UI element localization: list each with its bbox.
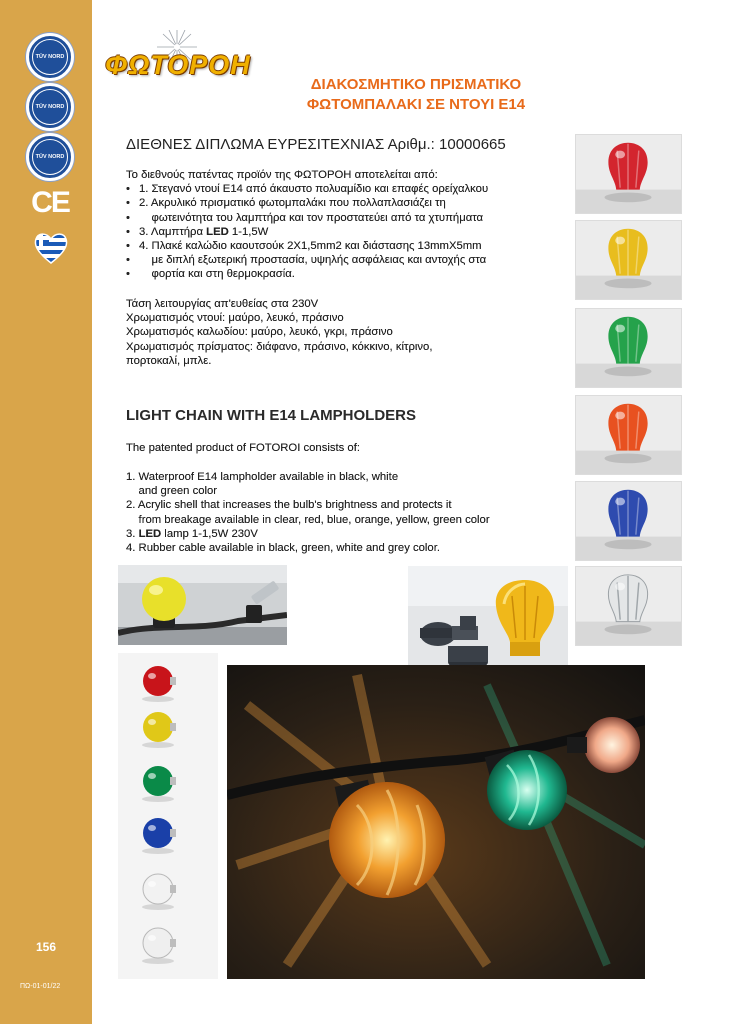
list-item-text: 1. Στεγανό ντουί Ε14 από άκαυστο πολυαμίδιο και επαφές ορείχαλκου [139, 183, 489, 196]
list-item: • με διπλή εξωτερική προστασία, υψηλής ασφάλειας και αντοχής στα [126, 254, 487, 267]
badge-label: TÜV NORD [35, 53, 65, 60]
prism-colors: Χρωματισμός πρίσματος: διάφανο, πράσινο, κόκκινο, κίτρινο, [126, 340, 433, 353]
prism-clear-icon [576, 567, 681, 645]
document-code: ΠΩ-01-01/22 [20, 983, 61, 990]
prism-orange-icon [576, 396, 681, 474]
photo-yellow-bulb-holder [118, 565, 287, 645]
prism-photo-blue [575, 481, 682, 561]
list-item-text: 2. Ακρυλικό πρισματικό φωτομπαλάκι που πολλαπλασιάζει τη [139, 197, 446, 210]
list-item: • φορτία και στη θερμοκρασία. [126, 268, 295, 281]
list-item: 1. Waterproof E14 lampholder available in black, white [126, 471, 399, 483]
prism-blue-icon [576, 482, 681, 560]
text-part: 3. [126, 527, 139, 540]
photo-small-bulbs [118, 653, 218, 979]
list-item-text: φωτεινότητα του λαμπτήρα και τον προστατεύει από τα χτυπήματα [139, 211, 484, 224]
list-item-cont: from breakage available in clear, red, blue, orange, yellow, green color [126, 513, 490, 526]
text-part: 3. Λαμπτήρα [139, 225, 207, 238]
badge-label: TÜV NORD [35, 103, 65, 110]
list-item-cont: and green color [126, 485, 218, 498]
list-item: • 1. Στεγανό ντουί Ε14 από άκαυστο πολυαμίδιο και επαφές ορείχαλκου [126, 183, 489, 196]
list-item-text: φορτία και στη θερμοκρασία. [139, 268, 295, 281]
list-item: • φωτεινότητα του λαμπτήρα και τον προστατεύει από τα χτυπήματα [126, 211, 484, 224]
title-line-2: ΦΩΤΟΜΠΑΛΑΚΙ ΣΕ ΝΤΟΥΙ Ε14 [306, 96, 526, 113]
led-bold: LED [206, 225, 229, 238]
prism-photo-orange [575, 395, 682, 475]
prism-green-icon [576, 309, 681, 387]
page-title [266, 75, 566, 115]
prism-photo-red [575, 134, 682, 214]
list-item: 2. Acrylic shell that increases the bulb's brightness and protects it [126, 499, 452, 512]
list-item: • 2. Ακρυλικό πρισματικό φωτομπαλάκι που πολλαπλασιάζει τη [126, 197, 446, 210]
list-item: 4. Rubber cable available in black, green, white and grey color. [126, 542, 440, 555]
brand-logo [105, 30, 255, 90]
yellow-bulb-photo [118, 565, 287, 645]
light-chain-photo [227, 665, 645, 979]
english-list [126, 470, 566, 555]
greek-flag-heart-icon [33, 230, 69, 266]
prism-yellow-icon [576, 221, 681, 299]
tuv-certification-badge [26, 133, 74, 181]
greek-description [126, 168, 566, 282]
page-number: 156 [36, 940, 57, 954]
text-part: 1-1,5W [228, 225, 269, 238]
greek-intro: Το διεθνούς πατέντας προϊόν της ΦΩΤΟΡΟΗ αποτελείται από: [126, 169, 438, 181]
english-heading: LIGHT CHAIN WITH E14 LAMPHOLDERS [126, 407, 417, 424]
text-part: lamp 1-1,5W 230V [161, 527, 258, 540]
lampholder-colors: Χρωματισμός ντουί: μαύρο, λευκό, πράσινο [126, 312, 344, 325]
photo-light-chain [227, 665, 645, 979]
list-item: • 4. Πλακέ καλώδιο καουτσούκ 2Χ1,5mm2 και διάστασης 13mmX5mm [126, 240, 482, 253]
patent-heading: ΔΙΕΘΝΕΣ ΔΙΠΛΩΜΑ ΕΥΡΕΣΙΤΕΧΝΙΑΣ Αριθμ.: 10000665 [126, 136, 506, 153]
prism-photo-clear [575, 566, 682, 646]
english-intro: The patented product of FOTOROI consists of: [126, 442, 360, 454]
list-item: • 3. Λαμπτήρα LED 1-1,5W [126, 225, 269, 238]
tuv-certification-badge [26, 33, 74, 81]
tuv-certification-badge [26, 83, 74, 131]
cable-colors: Χρωματισμός καλωδίου: μαύρο, λευκό, γκρι, πράσινο [126, 326, 393, 339]
sidebar [0, 0, 92, 1024]
title-line-1: ΔΙΑΚΟΣΜΗΤΙΚΟ ΠΡΙΣΜΑΤΙΚΟ [310, 76, 522, 93]
badge-label: TÜV NORD [35, 153, 65, 160]
components-photo [408, 566, 568, 679]
prism-red-icon [576, 135, 681, 213]
prism-photo-yellow [575, 220, 682, 300]
list-item-text: 4. Πλακέ καλώδιο καουτσούκ 2Χ1,5mm2 και διάστασης 13mmX5mm [139, 240, 482, 253]
list-item [126, 527, 566, 541]
voltage-text: Τάση λειτουργίας απ'ευθείας στα 230V [126, 298, 319, 310]
led-bold: LED [138, 527, 162, 540]
logo-text: ΦΩΤΟΡΟΗ [105, 50, 251, 80]
small-bulbs-illustration [118, 653, 218, 979]
list-item-text [139, 225, 268, 239]
greek-specs [126, 297, 566, 368]
ce-mark-icon: CE [31, 186, 69, 219]
prism-photo-green [575, 308, 682, 388]
prism-colors-cont: πορτοκαλί, μπλε. [126, 354, 212, 367]
list-item-text: με διπλή εξωτερική προστασία, υψηλής ασφάλειας και αντοχής στα [139, 254, 487, 267]
photo-components [408, 566, 568, 679]
